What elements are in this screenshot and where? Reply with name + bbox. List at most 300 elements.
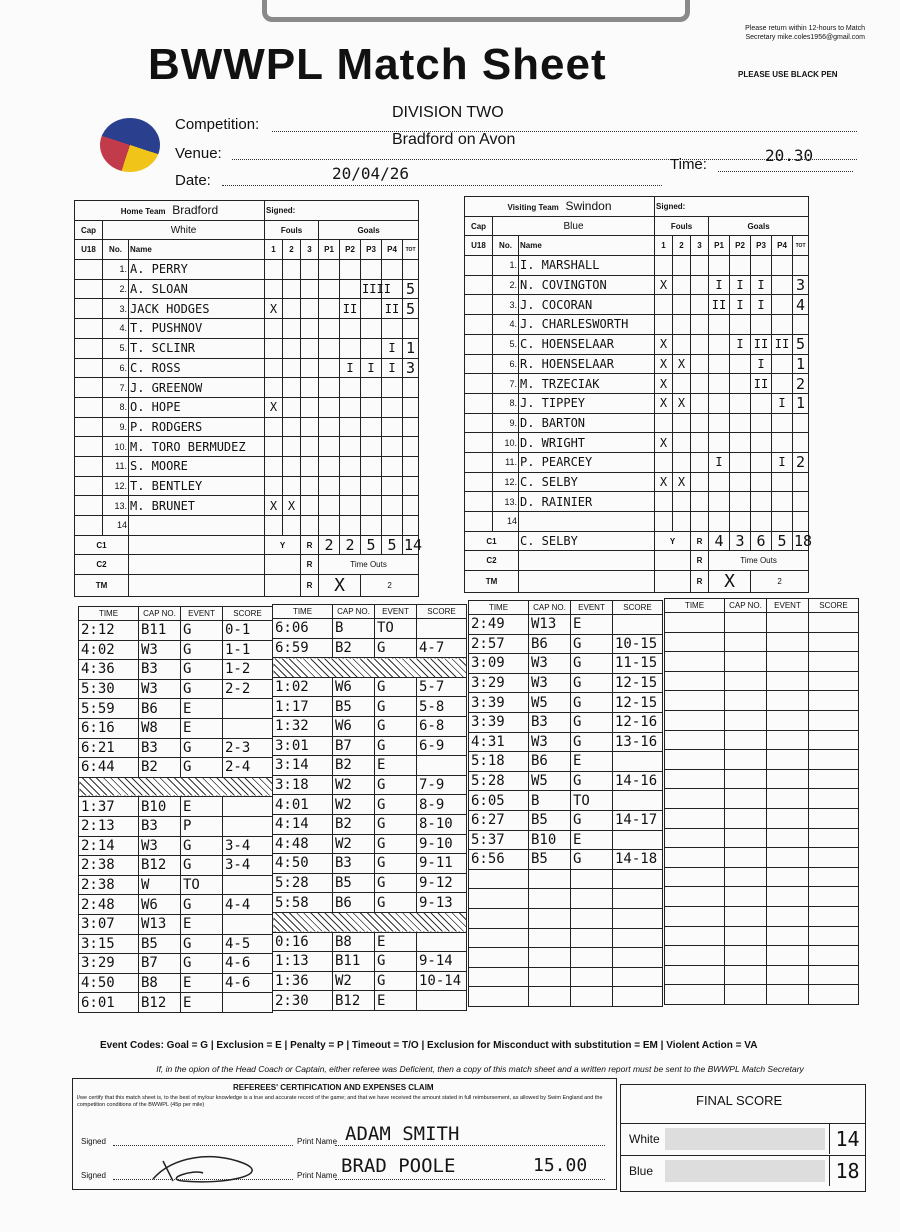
r-label: R [691, 551, 709, 571]
event-code: E [375, 991, 417, 1011]
event-code: G [181, 895, 223, 915]
event-score [613, 987, 663, 1007]
event-row [79, 679, 273, 699]
away-c1-label: C1 [465, 531, 519, 551]
player-row [75, 260, 419, 280]
event-row [665, 652, 859, 672]
home-goals-label: Goals [319, 220, 419, 240]
event-time [665, 691, 725, 711]
foul-mark [673, 295, 691, 315]
event-score: 9-14 [417, 952, 467, 972]
event-cap: W [139, 875, 181, 895]
foul-mark [265, 319, 283, 339]
event-time: 5:28 [273, 873, 333, 893]
player-row [465, 295, 809, 315]
event-cap [529, 967, 571, 987]
goal-tally [709, 256, 730, 276]
event-time: 2:13 [79, 816, 139, 836]
event-score [809, 730, 859, 750]
player-name: T. BENTLEY [129, 476, 265, 496]
player-name: J. COCORAN [519, 295, 655, 315]
expenses-claim: 15.00 [533, 1155, 588, 1176]
u18-cell [75, 516, 103, 536]
player-name: J. TIPPEY [519, 393, 655, 413]
cap-number: 13. [103, 496, 129, 516]
timeouts-label: Time Outs [709, 551, 809, 571]
goal-tally [709, 413, 730, 433]
home-c1-name [129, 535, 265, 555]
goal-tally [709, 472, 730, 492]
event-cap: B8 [333, 932, 375, 952]
event-row [469, 732, 663, 752]
foul-mark [673, 433, 691, 453]
foul-mark [673, 334, 691, 354]
r-label: R [301, 535, 319, 555]
event-code [571, 928, 613, 948]
home-cap-label: Cap [75, 220, 103, 240]
event-row [665, 750, 859, 770]
u18-cell [75, 378, 103, 398]
event-cap [725, 632, 767, 652]
pen-note: PLEASE USE BLACK PEN [738, 70, 838, 79]
away-signed-cell [655, 197, 809, 217]
u18-cell [75, 319, 103, 339]
event-row [273, 873, 467, 893]
event-score [809, 613, 859, 633]
event-code: G [375, 638, 417, 658]
event-score [809, 750, 859, 770]
referee-2-name: BRAD POOLE [341, 1155, 456, 1177]
event-code: TO [181, 875, 223, 895]
goal-tally [772, 354, 793, 374]
event-row [469, 712, 663, 732]
player-total: 1 [793, 393, 809, 413]
event-header: EVENT [571, 601, 613, 615]
tm-cell [129, 575, 265, 597]
cap-number: 1. [103, 260, 129, 280]
goal-tally [730, 472, 751, 492]
event-header: SCORE [223, 607, 273, 621]
event-time: 1:13 [273, 952, 333, 972]
goal-tally [751, 472, 772, 492]
event-cap [725, 691, 767, 711]
away-p1-label: P1 [709, 236, 730, 256]
period-total: 2 [340, 535, 361, 555]
event-code [767, 710, 809, 730]
event-cap [529, 869, 571, 889]
foul-mark [301, 260, 319, 280]
player-name: N. COVINGTON [519, 275, 655, 295]
foul-mark [301, 378, 319, 398]
goal-tally [709, 334, 730, 354]
u18-cell [465, 334, 493, 354]
u18-cell [75, 338, 103, 358]
competition-label: Competition: [175, 116, 260, 133]
event-score [613, 908, 663, 928]
event-row [665, 730, 859, 750]
quarter-break [273, 658, 467, 678]
event-row [79, 738, 273, 758]
foul-mark [283, 319, 301, 339]
event-code: G [375, 697, 417, 717]
goal-tally: I [340, 358, 361, 378]
event-code: G [375, 736, 417, 756]
foul-mark [283, 299, 301, 319]
player-name: JACK HODGES [129, 299, 265, 319]
event-time: 3:14 [273, 756, 333, 776]
goal-tally [730, 433, 751, 453]
u18-cell [75, 299, 103, 319]
referee-certification [72, 1078, 617, 1190]
clipboard-clip [262, 0, 690, 22]
event-score: 3-4 [223, 856, 273, 876]
event-row [469, 693, 663, 713]
home-c2-label: C2 [75, 555, 129, 575]
event-score: 5-8 [417, 697, 467, 717]
cap-number: 6. [493, 354, 519, 374]
cap-number: 8. [493, 393, 519, 413]
foul-mark [691, 295, 709, 315]
away-name-label: Name [519, 236, 655, 256]
player-total: 1 [403, 338, 419, 358]
event-cap: W2 [333, 795, 375, 815]
event-time: 3:18 [273, 775, 333, 795]
event-score: 12-15 [613, 693, 663, 713]
event-row [665, 671, 859, 691]
player-row [465, 374, 809, 394]
timeouts-label: Time Outs [319, 555, 419, 575]
event-row [469, 615, 663, 635]
event-cap [725, 808, 767, 828]
cap-number: 7. [493, 374, 519, 394]
player-row [75, 299, 419, 319]
period-total: 5 [361, 535, 382, 555]
player-row [465, 433, 809, 453]
event-row [79, 816, 273, 836]
goal-tally: I [772, 393, 793, 413]
event-row [79, 895, 273, 915]
event-time [665, 887, 725, 907]
home-cap-colour: White [103, 220, 265, 240]
event-score: 4-7 [417, 638, 467, 658]
home-c1-label: C1 [75, 535, 129, 555]
event-score [809, 828, 859, 848]
event-code: E [375, 932, 417, 952]
event-cap [725, 769, 767, 789]
goal-tally: IIII [361, 279, 382, 299]
foul-mark [673, 275, 691, 295]
time-value: 20.30 [765, 146, 814, 165]
event-row [79, 836, 273, 856]
player-name: M. BRUNET [129, 496, 265, 516]
event-code [767, 671, 809, 691]
event-cap: W6 [333, 716, 375, 736]
event-score [809, 632, 859, 652]
player-name: O. HOPE [129, 397, 265, 417]
event-row [469, 928, 663, 948]
goal-tally [709, 374, 730, 394]
u18-cell [75, 437, 103, 457]
event-cap: B3 [139, 816, 181, 836]
player-name: C. ROSS [129, 358, 265, 378]
foul-mark [691, 354, 709, 374]
blue-label: Blue [629, 1164, 654, 1178]
foul-mark [301, 516, 319, 536]
event-row [79, 621, 273, 641]
cap-number: 7. [103, 378, 129, 398]
foul-mark [265, 338, 283, 358]
cap-number: 5. [493, 334, 519, 354]
event-row [469, 967, 663, 987]
referee-cert-text: I/we certify that this match sheet is, to the best of my/our knowledge is a true and accurate record of the game; and that we have received the amount stated in full reimbursement, as allowed by Swim England and the competition conditions of the BWWPL (45p per mile) [77, 1095, 603, 1108]
player-name: A. SLOAN [129, 279, 265, 299]
event-row [273, 716, 467, 736]
foul-mark [265, 279, 283, 299]
period-total: 18 [794, 532, 813, 551]
goal-tally [730, 354, 751, 374]
event-time [665, 848, 725, 868]
player-total [403, 319, 419, 339]
event-score: 6-9 [417, 736, 467, 756]
event-time [665, 867, 725, 887]
player-name: S. MOORE [129, 456, 265, 476]
event-cap: B10 [139, 797, 181, 817]
goal-tally [361, 260, 382, 280]
goal-tally: I [751, 275, 772, 295]
event-code: G [181, 934, 223, 954]
event-cap: B11 [139, 621, 181, 641]
event-row [79, 660, 273, 680]
event-cap: B12 [139, 856, 181, 876]
event-col1 [78, 606, 273, 1013]
goal-tally [709, 393, 730, 413]
goal-tally [751, 452, 772, 472]
event-score: 2-4 [223, 758, 273, 778]
event-code: G [571, 771, 613, 791]
event-cap: B6 [333, 893, 375, 913]
event-code: G [375, 834, 417, 854]
player-total: 2 [793, 374, 809, 394]
event-time: 6:05 [469, 791, 529, 811]
period-total: 6 [751, 531, 772, 551]
event-time: 3:29 [469, 673, 529, 693]
event-code: G [181, 660, 223, 680]
away-tm-label: TM [465, 571, 519, 593]
white-final-score: 14 [829, 1124, 865, 1154]
player-total: 1 [793, 354, 809, 374]
away-fouls-label: Fouls [655, 216, 709, 236]
goal-tally [361, 496, 382, 516]
event-code: E [181, 718, 223, 738]
quarter-break-hatch [273, 658, 467, 678]
timeouts-count: 2 [751, 571, 809, 593]
goal-tally: II [709, 295, 730, 315]
foul-mark [301, 299, 319, 319]
home-fouls-label: Fouls [265, 220, 319, 240]
away-p3-label: P3 [751, 236, 772, 256]
u18-cell [75, 456, 103, 476]
event-score: 4-6 [223, 954, 273, 974]
event-cap: W3 [139, 679, 181, 699]
player-name: D. WRIGHT [519, 433, 655, 453]
event-row [79, 797, 273, 817]
foul-mark [265, 476, 283, 496]
u18-cell [75, 417, 103, 437]
event-code [767, 691, 809, 711]
foul-mark [673, 413, 691, 433]
player-row [465, 452, 809, 472]
away-roster [464, 196, 813, 593]
event-time: 3:01 [273, 736, 333, 756]
event-time [665, 906, 725, 926]
foul-mark [265, 358, 283, 378]
event-row [665, 789, 859, 809]
date-value: 20/04/26 [332, 164, 410, 183]
event-header: CAP NO. [529, 601, 571, 615]
event-row [79, 856, 273, 876]
event-code [767, 848, 809, 868]
foul-mark [691, 512, 709, 532]
event-score: 2-2 [223, 679, 273, 699]
foul-mark [301, 279, 319, 299]
event-time: 6:16 [79, 718, 139, 738]
foul-mark: X [655, 472, 673, 492]
event-header: TIME [79, 607, 139, 621]
goal-tally [382, 476, 403, 496]
event-score: 4-4 [223, 895, 273, 915]
player-name: R. HOENSELAAR [519, 354, 655, 374]
event-cap [529, 928, 571, 948]
event-code: G [375, 854, 417, 874]
blank-cell [655, 551, 691, 571]
goal-tally [772, 374, 793, 394]
cap-number: 14 [493, 512, 519, 532]
final-score-title: FINAL SCORE [696, 1093, 783, 1108]
u18-cell [465, 413, 493, 433]
foul-col-3: 3 [691, 236, 709, 256]
goal-tally [319, 279, 340, 299]
event-cap: W13 [139, 914, 181, 934]
player-row [465, 472, 809, 492]
event-score [613, 967, 663, 987]
event-code: G [571, 634, 613, 654]
event-cap [725, 671, 767, 691]
goal-tally [382, 378, 403, 398]
final-score-white-row [621, 1123, 865, 1153]
event-row [469, 850, 663, 870]
goal-tally: I [751, 354, 772, 374]
event-score [613, 752, 663, 772]
foul-mark [265, 378, 283, 398]
event-code: G [181, 758, 223, 778]
event-code [571, 908, 613, 928]
event-time: 6:56 [469, 850, 529, 870]
goal-tally [772, 413, 793, 433]
goal-tally [361, 476, 382, 496]
foul-mark: X [655, 393, 673, 413]
u18-cell [465, 512, 493, 532]
goal-tally [319, 260, 340, 280]
event-code: E [181, 699, 223, 719]
event-cap: B3 [333, 854, 375, 874]
goal-tally [319, 358, 340, 378]
event-score [223, 914, 273, 934]
player-total: 4 [793, 295, 809, 315]
signed-label-2: Signed [81, 1171, 106, 1180]
event-cap: B5 [333, 697, 375, 717]
u18-cell [75, 279, 103, 299]
event-code: TO [375, 619, 417, 639]
player-row [75, 516, 419, 536]
event-row [79, 640, 273, 660]
away-p2-label: P2 [730, 236, 751, 256]
event-code: E [181, 993, 223, 1013]
event-cap: B6 [529, 752, 571, 772]
foul-mark [691, 275, 709, 295]
player-total [793, 433, 809, 453]
goal-tally [361, 299, 382, 319]
goal-tally [382, 319, 403, 339]
event-score [809, 710, 859, 730]
event-cap: W13 [529, 615, 571, 635]
print-name-label-2: Print Name [297, 1171, 338, 1180]
event-score: 14-17 [613, 810, 663, 830]
player-row [75, 437, 419, 457]
event-time: 4:31 [469, 732, 529, 752]
foul-mark [301, 417, 319, 437]
event-cap [725, 750, 767, 770]
event-score [613, 869, 663, 889]
goal-tally [340, 516, 361, 536]
player-total [403, 516, 419, 536]
goal-tally [340, 260, 361, 280]
event-cap [529, 948, 571, 968]
cap-number: 12. [493, 472, 519, 492]
event-score: 9-10 [417, 834, 467, 854]
goal-tally [319, 319, 340, 339]
event-cap [725, 867, 767, 887]
u18-cell [465, 354, 493, 374]
away-team-cell [465, 197, 655, 217]
goal-tally [709, 354, 730, 374]
event-code [571, 967, 613, 987]
foul-mark [301, 338, 319, 358]
referee-1-name: ADAM SMITH [345, 1123, 460, 1145]
player-total [403, 417, 419, 437]
event-time: 5:59 [79, 699, 139, 719]
goal-tally: I [709, 275, 730, 295]
event-cap: W2 [333, 834, 375, 854]
goal-tally [340, 378, 361, 398]
time-label: Time: [670, 156, 707, 173]
venue-label: Venue: [175, 145, 222, 162]
u18-cell [75, 260, 103, 280]
event-time [469, 928, 529, 948]
player-row [465, 492, 809, 512]
goal-tally [382, 417, 403, 437]
u18-cell [465, 492, 493, 512]
event-cap: B10 [529, 830, 571, 850]
event-time: 5:30 [79, 679, 139, 699]
foul-mark [301, 476, 319, 496]
player-total [793, 413, 809, 433]
event-code [767, 632, 809, 652]
event-cap [725, 965, 767, 985]
event-time: 1:37 [79, 797, 139, 817]
event-score [809, 887, 859, 907]
event-code: G [375, 814, 417, 834]
event-score: 9-13 [417, 893, 467, 913]
